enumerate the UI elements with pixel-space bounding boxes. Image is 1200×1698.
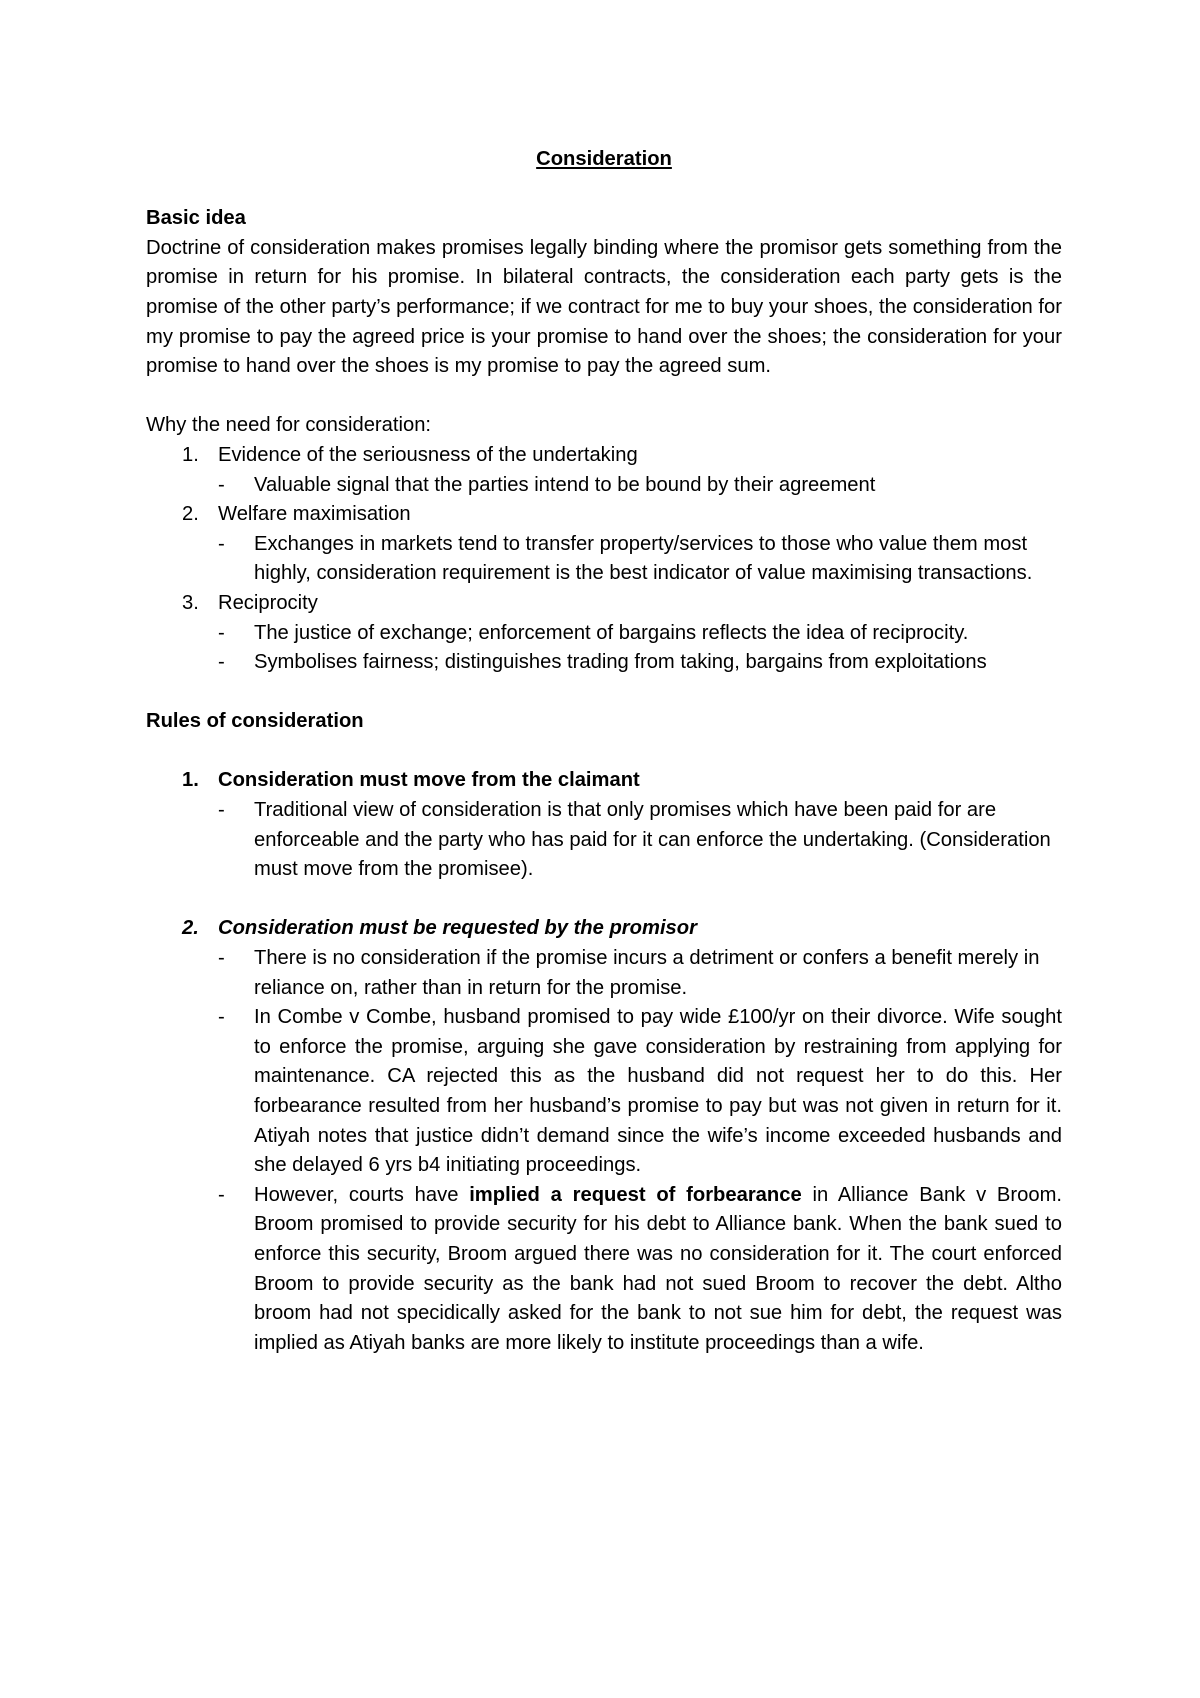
dash-marker: - bbox=[218, 651, 225, 674]
spacer bbox=[146, 885, 1062, 915]
document-title: Consideration bbox=[536, 148, 672, 170]
sub-point-text: There is no consideration if the promise incurs a detriment or confers a benefit merely in reliance on, rather than in return for the promise. bbox=[254, 947, 1040, 999]
sub-point-text: Exchanges in markets tend to transfer property/services to those who value them most highly, consideration requirement is the best indicator of value maximising transactions. bbox=[254, 532, 1033, 585]
dash-marker: - bbox=[218, 473, 225, 496]
rule-label: Consideration must move from the claimant bbox=[218, 769, 640, 792]
rule-item bbox=[146, 914, 1062, 944]
sub-point-text: Traditional view of consideration is that only promises which have been paid for are enforceable and the party who has paid for it can enforce the undertaking. (Consideration must move from the promisee). bbox=[254, 799, 1051, 881]
rule-label: Consideration must be requested by the promisor bbox=[218, 917, 697, 940]
list-number: 1. bbox=[182, 443, 199, 466]
list-item bbox=[146, 500, 1062, 530]
rule-number: 2. bbox=[182, 917, 199, 940]
rule-number: 1. bbox=[182, 769, 199, 792]
dash-marker: - bbox=[218, 532, 225, 555]
sub-point-text-post: in Alliance Bank v Broom. Broom promised to provide security for his debt to Alliance bank. When the bank sued to enforce this security, Broom argued there was no consideration for it. The court enforced Broom to provide security as the bank had not sued Broom to recover the debt. Altho broom had not specidically asked for the bank to not sue him for debt, the request was implied as Atiyah banks are more likely to institute proceedings than a wife. bbox=[254, 1183, 1062, 1354]
sub-point bbox=[146, 1181, 1062, 1359]
spacer bbox=[146, 175, 1062, 205]
sub-point-text-pre: However, courts have bbox=[254, 1183, 470, 1206]
dash-marker: - bbox=[218, 1006, 225, 1029]
sub-point-text: The justice of exchange; enforcement of bargains reflects the idea of reciprocity. bbox=[254, 621, 969, 644]
sub-point bbox=[146, 796, 1062, 885]
spacer bbox=[146, 678, 1062, 708]
sub-point-text: Symbolises fairness; distinguishes trading from taking, bargains from exploitations bbox=[254, 651, 987, 674]
sub-point bbox=[146, 471, 1062, 501]
sub-point bbox=[146, 648, 1062, 678]
rules-heading: Rules of consideration bbox=[146, 710, 364, 733]
sub-point bbox=[146, 1003, 1062, 1181]
list-label: Evidence of the seriousness of the undertaking bbox=[218, 443, 638, 466]
list-label: Welfare maximisation bbox=[218, 503, 411, 526]
sub-point bbox=[146, 619, 1062, 649]
list-item bbox=[146, 441, 1062, 471]
list-item bbox=[146, 589, 1062, 619]
spacer bbox=[146, 737, 1062, 767]
dash-marker: - bbox=[218, 799, 225, 822]
list-number: 2. bbox=[182, 503, 199, 526]
rule-item bbox=[146, 766, 1062, 796]
sub-point bbox=[146, 530, 1062, 589]
spacer bbox=[146, 382, 1062, 412]
dash-marker: - bbox=[218, 1183, 225, 1206]
sub-point-text bbox=[254, 1181, 1062, 1359]
list-label: Reciprocity bbox=[218, 591, 318, 614]
basic-idea-paragraph: Doctrine of consideration makes promises legally binding where the promisor gets something from the promise in return for his promise. In bilateral contracts, the consideration each party gets is the promise of the other party’s performance; if we contract for me to buy your shoes, the consideration for my promise to pay the agreed price is your promise to hand over the shoes; the consideration for your promise to hand over the shoes is my promise to pay the agreed sum. bbox=[146, 236, 1062, 378]
basic-idea-heading: Basic idea bbox=[146, 207, 246, 230]
dash-marker: - bbox=[218, 947, 225, 970]
document-page bbox=[146, 145, 1062, 1358]
list-number: 3. bbox=[182, 591, 199, 614]
dash-marker: - bbox=[218, 621, 225, 644]
sub-point-text: In Combe v Combe, husband promised to pay wide £100/yr on their divorce. Wife sought to enforce the promise, arguing she gave consideration by restraining from applying for maintenance. CA rejected this as the husband did not request her to do this. Her forbearance resulted from her husband’s promise to pay but was not given in return for it. Atiyah notes that justice didn’t demand since the wife’s income exceeded husbands and she delayed 6 yrs b4 initiating proceedings. bbox=[254, 1006, 1062, 1177]
sub-point-text-bold: implied a request of forbearance bbox=[469, 1183, 802, 1206]
sub-point bbox=[146, 944, 1062, 1003]
sub-point-text: Valuable signal that the parties intend to be bound by their agreement bbox=[254, 473, 876, 496]
why-need-intro: Why the need for consideration: bbox=[146, 414, 432, 437]
